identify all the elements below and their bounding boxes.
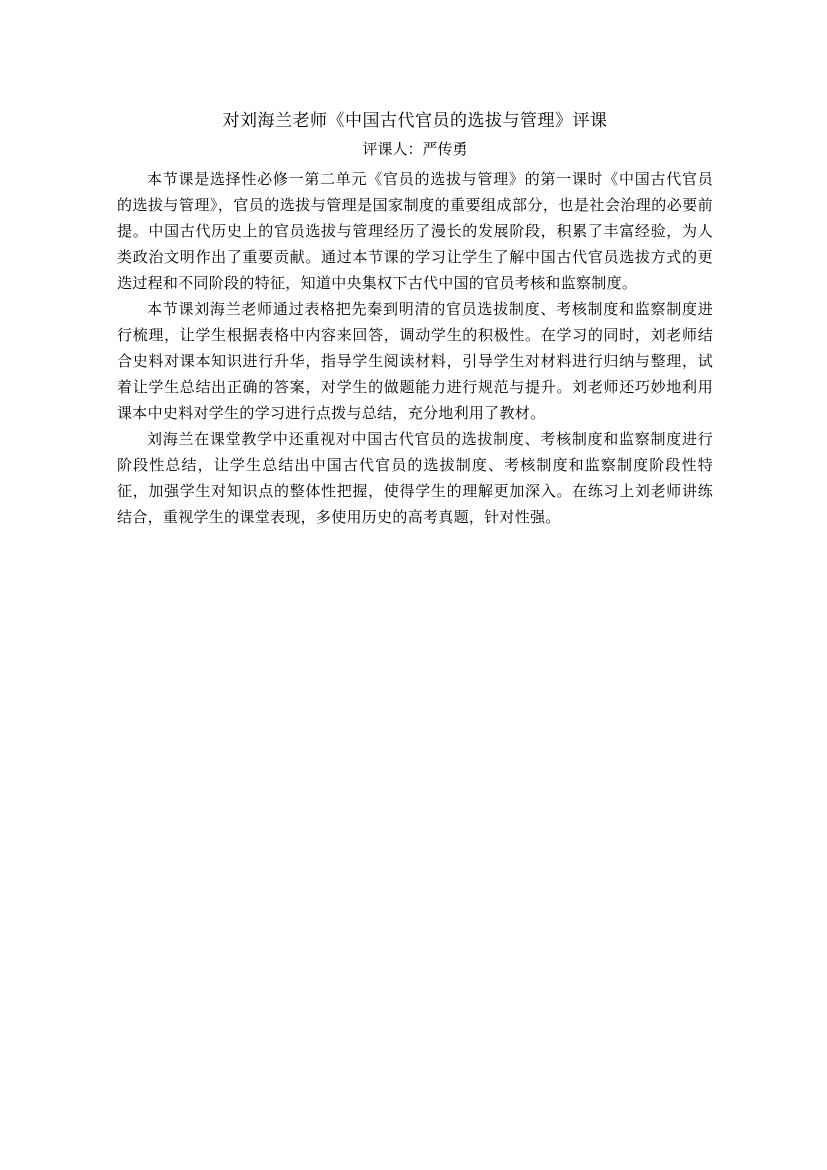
- document-body: [117, 106, 713, 530]
- document-title: 对刘海兰老师《中国古代官员的选拔与管理》评课: [222, 111, 608, 131]
- author-line: 评课人：严传勇: [362, 140, 468, 158]
- paragraph-3: 刘海兰在课堂教学中还重视对中国古代官员的选拔制度、考核制度和监察制度进行阶段性总结，让学生总结出中国古代官员的选拔制度、考核制度和监察制度阶段性特征，加强学生对知识点的整体性把握，使得学生的理解更加深入。在练习上刘老师讲练结合，重视学生的课堂表现，多使用历史的高考真题，针对性强。: [117, 430, 713, 526]
- paragraph-2: 本节课刘海兰老师通过表格把先秦到明清的官员选拔制度、考核制度和监察制度进行梳理，让学生根据表格中内容来回答，调动学生的积极性。在学习的同时，刘老师结合史料对课本知识进行升华，指导学生阅读材料，引导学生对材料进行归纳与整理，试着让学生总结出正确的答案，对学生的做题能力进行规范与提升。刘老师还巧妙地利用课本中史料对学生的学习进行点拨与总结，充分地利用了教材。: [117, 300, 713, 422]
- paragraph-1: 本节课是选择性必修一第二单元《官员的选拔与管理》的第一课时《中国古代官员的选拔与管理》，官员的选拔与管理是国家制度的重要组成部分，也是社会治理的必要前提。中国古代历史上的官员选拔与管理经历了漫长的发展阶段，积累了丰富经验，为人类政治文明作出了重要贡献。通过本节课的学习让学生了解中国古代官员选拔方式的更迭过程和不同阶段的特征，知道中央集权下古代中国的官员考核和监察制度。: [117, 170, 713, 292]
